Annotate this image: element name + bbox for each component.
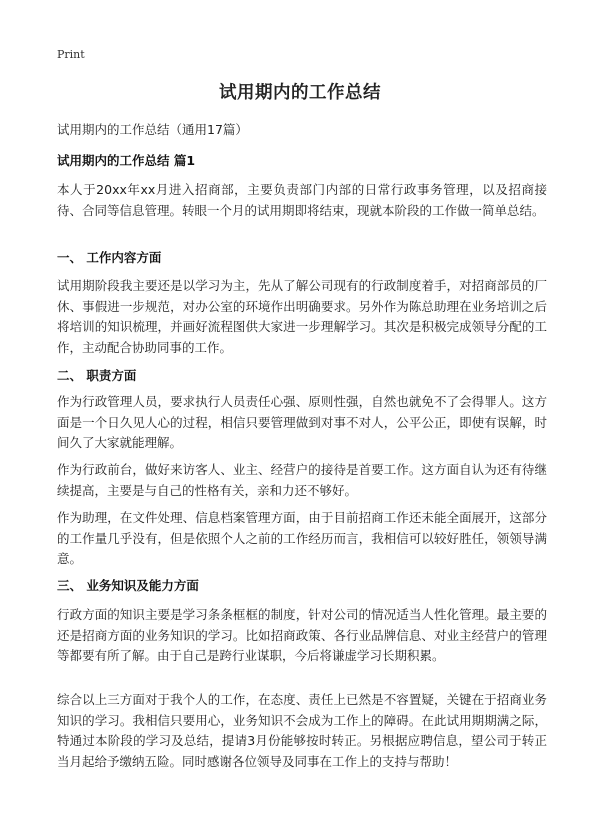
section-heading-work-content: 一、 工作内容方面 bbox=[57, 250, 162, 265]
intro-paragraph: 本人于20xx年xx月进入招商部，主要负责部门内部的日常行政事务管理，以及招商接待、合同等信息管理。转眼一个月的试用期即将结束，现就本阶段的工作做一简单总结。 bbox=[57, 182, 547, 218]
document-subtitle: 试用期内的工作总结（通用17篇） bbox=[57, 122, 248, 137]
paragraph-duties-admin: 作为行政管理人员，要求执行人员责任心强、原则性强，自然也就免不了会得罪人。这方面是一个日久见人心的过程，相信只要管理做到对事不对人，公平公正，即使有误解，时间久了大家就能理解。 bbox=[57, 394, 547, 450]
print-label[interactable]: Print bbox=[57, 48, 85, 61]
page-title: 试用期内的工作总结 bbox=[219, 83, 381, 103]
paragraph-duties-reception: 作为行政前台，做好来访客人、业主、经营户的接待是首要工作。这方面自认为还有待继续提高，主要是与自己的性格有关，亲和力还不够好。 bbox=[57, 462, 547, 498]
paragraph-conclusion: 综合以上三方面对于我个人的工作，在态度、责任上已然是不容置疑，关键在于招商业务知识的学习。我相信只要用心，业务知识不会成为工作上的障碍。在此试用期期满之际，特通过本阶段的学习及总结，提请3月份能够按时转正。另根据应聘信息，望公司于转正当月起给予缴纳五险。同时感谢各位领导及同事在工作上的支持与帮助！ bbox=[57, 692, 547, 769]
section-heading-duties: 二、 职责方面 bbox=[57, 368, 137, 383]
paragraph-work-content: 试用期阶段我主要还是以学习为主，先从了解公司现有的行政制度着手，对招商部员的厂休、事假进一步规范，对办公室的环境作出明确要求。另外作为陈总助理在业务培训之后将培训的知识梳理，并画好流程图供大家进一步理解学习。其次是积极完成领导分配的工作，主动配合协助同事的工作。 bbox=[57, 278, 547, 355]
paragraph-knowledge: 行政方面的知识主要是学习条条框框的制度，针对公司的情况适当人性化管理。最主要的还是招商方面的业务知识的学习。比如招商政策、各行业品牌信息、对业主经营户的管理等都要有所了解。由于自己是跨行业谋职，今后将谦虚学习长期积累。 bbox=[57, 607, 547, 663]
paragraph-duties-assistant: 作为助理，在文件处理、信息档案管理方面，由于目前招商工作还未能全面展开，这部分的工作量几乎没有，但是依照个人之前的工作经历而言，我相信可以较好胜任，领领导满意。 bbox=[57, 510, 547, 566]
article-heading: 试用期内的工作总结 篇1 bbox=[57, 153, 196, 168]
section-heading-knowledge: 三、 业务知识及能力方面 bbox=[57, 578, 199, 593]
